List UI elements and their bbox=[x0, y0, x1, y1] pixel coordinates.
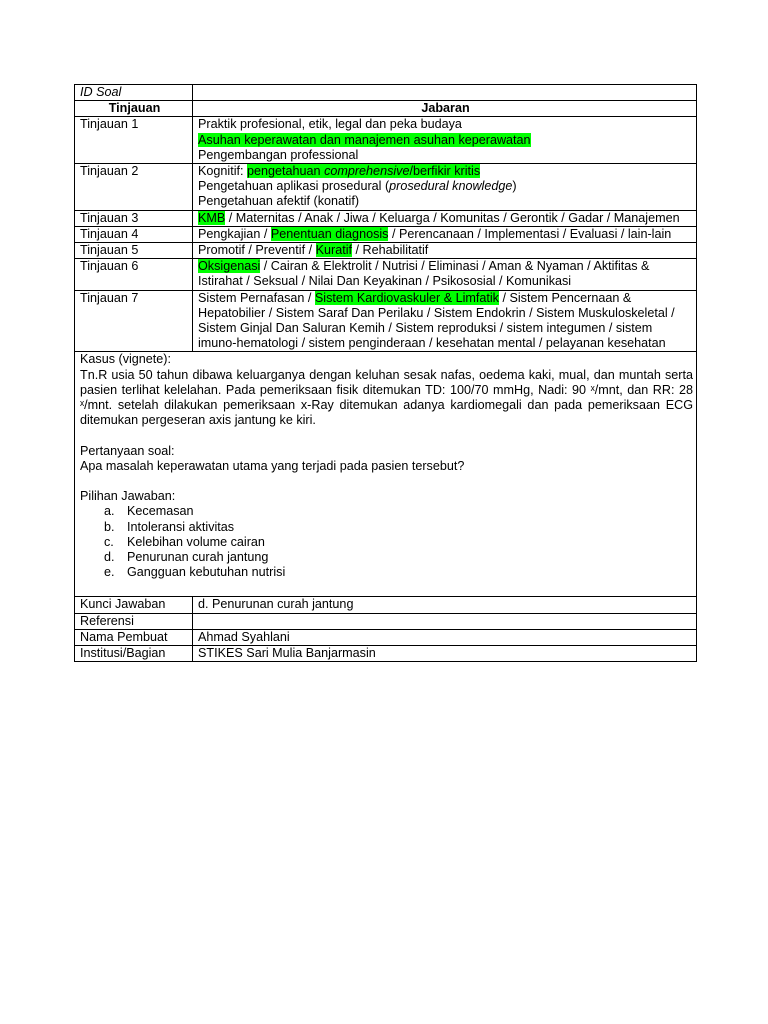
tinjauan-4-row bbox=[75, 226, 697, 242]
kunci-jawaban-label: Kunci Jawaban bbox=[75, 597, 193, 613]
tinjauan-6-label: Tinjauan 6 bbox=[75, 259, 193, 290]
referensi-value bbox=[193, 613, 697, 629]
question-form-table bbox=[74, 84, 697, 662]
option-b: b. Intoleransi aktivitas bbox=[104, 519, 235, 534]
institusi-label: Institusi/Bagian bbox=[75, 646, 193, 662]
option-a: a. Kecemasan bbox=[104, 504, 194, 519]
tinjauan-2-highlight: pengetahuan comprehensive/berfikir kritis bbox=[247, 164, 481, 179]
answer-options bbox=[80, 504, 693, 580]
tinjauan-6-content: Oksigenasi / Cairan & Elektrolit / Nutrisi / Eliminasi / Aman & Nyaman / Aktifitas & Istirahat / Seksual / Nilai Dan Keyakinan / Psikososial / Komunikasi bbox=[193, 259, 697, 290]
tinjauan-7-content: Sistem Pernafasan / Sistem Kardiovaskuler & Limfatik / Sistem Pencernaan & Hepatobilier / Sistem Saraf Dan Perilaku / Sistem Endokrin / Sistem Muskuloskeletal / Sistem Ginjal Dan Saluran Kemih / Sistem reproduksi / sistem integumen / sistem imuno-hematologi / sistem penginderaan / kesehatan mental / pelayanan kesehatan bbox=[193, 290, 697, 352]
option-d: d. Penurunan curah jantung bbox=[104, 550, 269, 565]
referensi-label: Referensi bbox=[75, 613, 193, 629]
id-soal-row bbox=[75, 85, 697, 101]
header-tinjauan: Tinjauan bbox=[75, 101, 193, 117]
tinjauan-4-label: Tinjauan 4 bbox=[75, 226, 193, 242]
tinjauan-2-line-1: Kognitif: pengetahuan comprehensive/berfikir kritis bbox=[198, 164, 481, 179]
kasus-cell bbox=[75, 352, 697, 597]
tinjauan-7-label: Tinjauan 7 bbox=[75, 290, 193, 352]
tinjauan-3-highlight: KMB bbox=[198, 210, 226, 225]
tinjauan-7-highlight: Sistem Kardiovaskuler & Limfatik bbox=[314, 290, 499, 305]
tinjauan-2-line-2: Pengetahuan aplikasi prosedural (prosedural knowledge) bbox=[198, 179, 517, 194]
tinjauan-7-row bbox=[75, 290, 697, 352]
question-title: Pertanyaan soal: bbox=[80, 443, 175, 458]
tinjauan-1-label: Tinjauan 1 bbox=[75, 117, 193, 164]
option-e: e. Gangguan kebutuhan nutrisi bbox=[104, 565, 286, 580]
tinjauan-5-row bbox=[75, 243, 697, 259]
tinjauan-6-row bbox=[75, 259, 697, 290]
kunci-jawaban-row bbox=[75, 597, 697, 613]
tinjauan-3-content: KMB / Maternitas / Anak / Jiwa / Keluarga / Komunitas / Gerontik / Gadar / Manajemen bbox=[193, 210, 697, 226]
tinjauan-1-highlight: Asuhan keperawatan dan manajemen asuhan keperawatan bbox=[198, 132, 531, 147]
option-c: c. Kelebihan volume cairan bbox=[104, 534, 265, 549]
tinjauan-2-line-3: Pengetahuan afektif (konatif) bbox=[198, 194, 360, 209]
tinjauan-2-content bbox=[193, 164, 697, 211]
tinjauan-5-content: Promotif / Preventif / Kuratif / Rehabilitatif bbox=[193, 243, 697, 259]
header-row bbox=[75, 101, 697, 117]
institusi-value: STIKES Sari Mulia Banjarmasin bbox=[193, 646, 697, 662]
id-soal-value bbox=[193, 85, 697, 101]
nama-pembuat-value: Ahmad Syahlani bbox=[193, 629, 697, 645]
kunci-jawaban-value: d. Penurunan curah jantung bbox=[193, 597, 697, 613]
tinjauan-1-line-3: Pengembangan professional bbox=[198, 147, 359, 162]
tinjauan-3-row bbox=[75, 210, 697, 226]
tinjauan-4-highlight: Penentuan diagnosis bbox=[270, 226, 389, 241]
nama-pembuat-row bbox=[75, 629, 697, 645]
tinjauan-2-row bbox=[75, 164, 697, 211]
referensi-row bbox=[75, 613, 697, 629]
tinjauan-4-content: Pengkajian / Penentuan diagnosis / Perencanaan / Implementasi / Evaluasi / lain-lain bbox=[193, 226, 697, 242]
tinjauan-6-highlight: Oksigenasi bbox=[198, 259, 261, 274]
header-jabaran: Jabaran bbox=[193, 101, 697, 117]
kasus-text: Tn.R usia 50 tahun dibawa keluarganya dengan keluhan sesak nafas, oedema kaki, mual, dan muntah serta pasien terlihat kelelahan. Pada pemeriksaan fisik ditemukan TD: 100/70 mmHg, Nadi: 90 ˣ/mnt, dan RR: 28 ˣ/mnt. setelah dilakukan pemeriksaan x-Ray ditemukan adanya kardiomegali dan pada pemeriksaan ECG ditemukan pergeseran axis jantung ke kiri. bbox=[80, 367, 693, 428]
tinjauan-1-line-1: Praktik profesional, etik, legal dan peka budaya bbox=[198, 117, 462, 132]
tinjauan-1-row bbox=[75, 117, 697, 164]
id-soal-label: ID Soal bbox=[75, 85, 193, 101]
tinjauan-1-content bbox=[193, 117, 697, 164]
tinjauan-5-highlight: Kuratif bbox=[315, 243, 352, 258]
tinjauan-3-label: Tinjauan 3 bbox=[75, 210, 193, 226]
question-text: Apa masalah keperawatan utama yang terjadi pada pasien tersebut? bbox=[80, 458, 465, 473]
tinjauan-5-label: Tinjauan 5 bbox=[75, 243, 193, 259]
institusi-row bbox=[75, 646, 697, 662]
nama-pembuat-label: Nama Pembuat bbox=[75, 629, 193, 645]
tinjauan-2-label: Tinjauan 2 bbox=[75, 164, 193, 211]
kasus-row bbox=[75, 352, 697, 597]
kasus-title: Kasus (vignete): bbox=[80, 352, 171, 367]
options-title: Pilihan Jawaban: bbox=[80, 489, 176, 504]
